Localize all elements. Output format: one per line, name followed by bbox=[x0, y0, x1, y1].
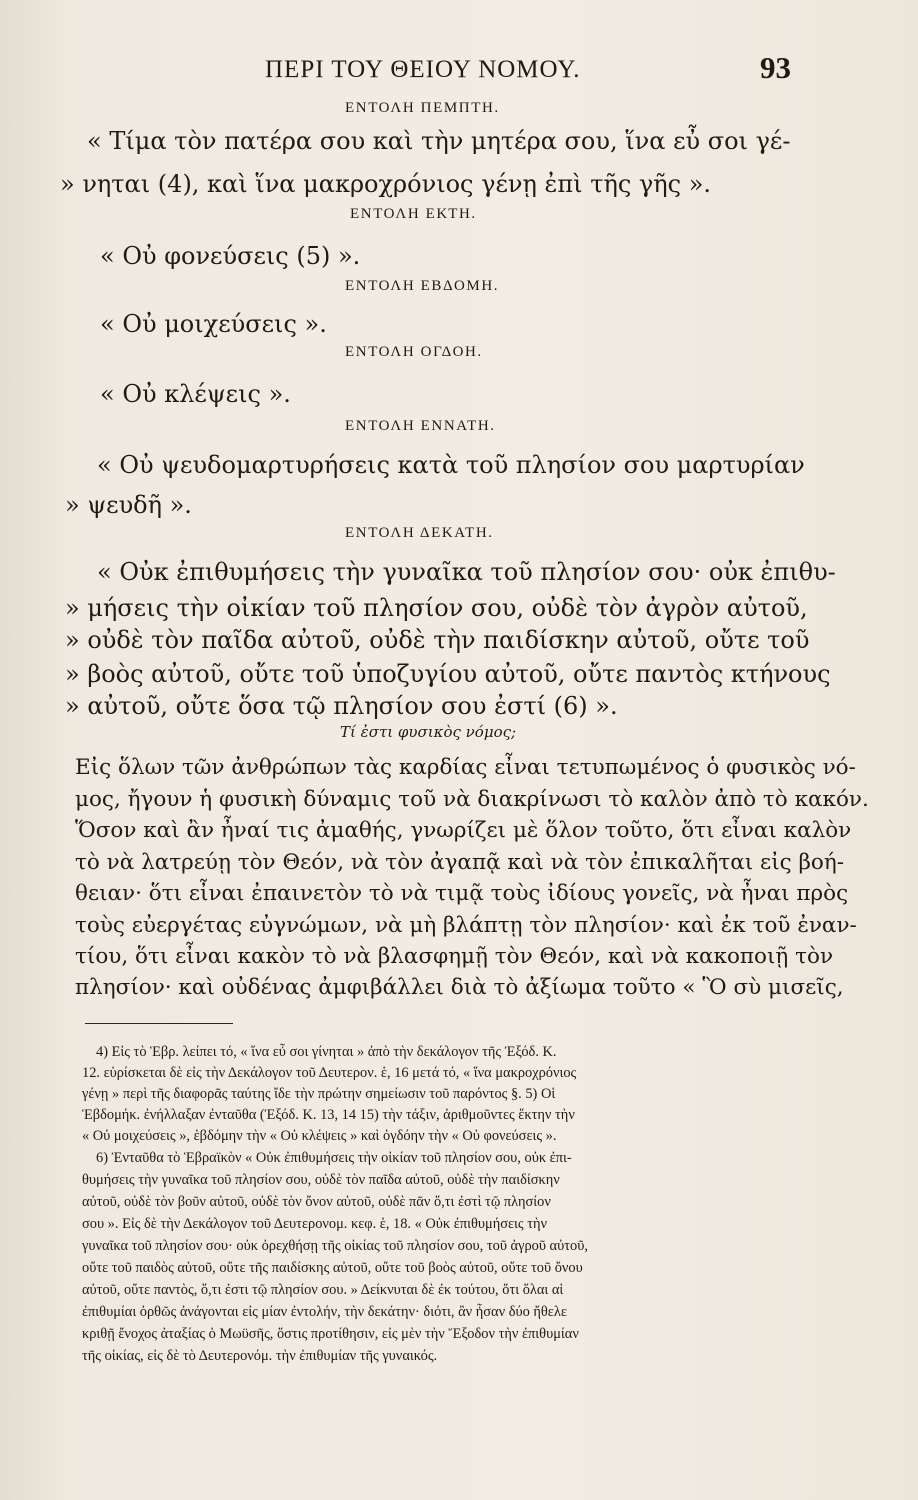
page-number: 93 bbox=[760, 50, 791, 85]
running-header bbox=[0, 52, 918, 88]
commandment-line: « Οὐ φονεύσεις (5) ». bbox=[100, 242, 361, 270]
commandment-line: » αὐτοῦ, οὔτε ὅσα τῷ πλησίον σου ἐστί (6) ». bbox=[65, 692, 618, 720]
commandment-heading: ΕΝΤΟΛΗ ΔΕΚΑΤΗ. bbox=[345, 525, 494, 541]
commandment-line: » οὐδὲ τὸν παῖδα αὐτοῦ, οὐδὲ τὴν παιδίσκην αὐτοῦ, οὔτε τοῦ bbox=[65, 626, 810, 654]
body-line: μος, ἤγουν ἡ φυσικὴ δύναμις τοῦ νὰ διακρίνωσι τὸ καλὸν ἀπὸ τὸ κακόν. bbox=[75, 787, 869, 812]
commandment-heading: ΕΝΤΟΛΗ ΟΓΔΟΗ. bbox=[345, 344, 483, 360]
section-question: Τί ἐστι φυσικὸς νόμος; bbox=[340, 723, 517, 741]
body-line: θειαν· ὅτι εἶναι ἐπαινετὸν τὸ νὰ τιμᾷ τοὺς ἰδίους γονεῖς, νὰ ἦναι πρὸς bbox=[75, 881, 849, 906]
body-line: τοὺς εὐεργέτας εὐγνώμων, νὰ μὴ βλάπτῃ τὸν πλησίον· καὶ ἐκ τοῦ ἐναν- bbox=[75, 913, 857, 938]
commandment-line: « Οὐ κλέψεις ». bbox=[100, 380, 291, 408]
footnote-line: 6) Ἐνταῦθα τὸ Ἑβραϊκὸν « Οὐκ ἐπιθυμήσεις τὴν οἰκίαν τοῦ πλησίον σου, οὐκ ἐπι- bbox=[96, 1150, 572, 1166]
commandment-line: « Οὐ μοιχεύσεις ». bbox=[100, 310, 327, 338]
footnote-line: σου ». Εἰς δὲ τὴν Δεκάλογον τοῦ Δευτερονομ. κεφ. ἑ, 18. « Οὐκ ἐπιθυμήσεις τὴν bbox=[82, 1216, 548, 1232]
footnote-divider bbox=[85, 1023, 233, 1024]
footnote-line: γυναῖκα τοῦ πλησίον σου· οὐκ ὀρεχθήσῃ τῆς οἰκίας τοῦ πλησίον σου, τοῦ ἀγροῦ αὐτοῦ, bbox=[82, 1238, 588, 1254]
footnote-line: 4) Εἰς τὸ Ἑβρ. λείπει τό, « ἵνα εὖ σοι γίνηται » ἀπὸ τὴν δεκάλογον τῆς Ἐξόδ. Κ. bbox=[96, 1044, 557, 1060]
commandment-heading: ΕΝΤΟΛΗ ΕΚΤΗ. bbox=[350, 206, 477, 222]
commandment-line: » ψευδῆ ». bbox=[65, 491, 192, 519]
commandment-heading: ΕΝΤΟΛΗ ΠΕΜΠΤΗ. bbox=[345, 100, 500, 116]
footnote-line: θυμήσεις τὴν γυναῖκα τοῦ πλησίον σου, οὐδὲ τὸν παῖδα αὐτοῦ, οὐδὲ τὴν παιδίσκην bbox=[82, 1172, 560, 1188]
footnote-line: οὔτε τοῦ παιδὸς αὐτοῦ, οὔτε τῆς παιδίσκης αὐτοῦ, οὔτε τοῦ βοὸς αὐτοῦ, οὔτε τοῦ ὄνου bbox=[82, 1260, 583, 1276]
body-line: τὸ νὰ λατρεύῃ τὸν Θεόν, νὰ τὸν ἀγαπᾷ καὶ νὰ τὸν ἐπικαλῆται εἰς βοή- bbox=[75, 850, 845, 875]
footnote-line: αὐτοῦ, οὐδὲ τὸν βοῦν αὐτοῦ, οὐδὲ τὸν ὄνον αὐτοῦ, οὐδὲ πᾶν ὅ,τι ἐστὶ τῷ πλησίον bbox=[82, 1194, 551, 1210]
footnote-line: 12. εὑρίσκεται δὲ εἰς τὴν Δεκάλογον τοῦ Δευτερον. ἑ, 16 μετά τό, « ἵνα μακροχρόνιος bbox=[82, 1065, 577, 1081]
commandment-line: « Οὐκ ἐπιθυμήσεις τὴν γυναῖκα τοῦ πλησίον σου· οὐκ ἐπιθυ- bbox=[97, 558, 836, 586]
footnote-line: Ἑβδομήκ. ἐνήλλαξαν ἐνταῦθα (Ἐξόδ. Κ. 13, 14 15) τὴν τάξιν, ἀριθμοῦντες ἕκτην τὴν bbox=[82, 1107, 575, 1123]
body-line: πλησίον· καὶ οὐδένας ἀμφιβάλλει διὰ τὸ ἀξίωμα τοῦτο « Ὃ σὺ μισεῖς, bbox=[75, 975, 844, 1000]
commandment-heading: ΕΝΤΟΛΗ ΕΝΝΑΤΗ. bbox=[345, 418, 496, 434]
footnote-line: « Οὐ μοιχεύσεις », ἑβδόμην τὴν « Οὐ κλέψεις » καὶ ὀγδόην τὴν « Οὐ φονεύσεις ». bbox=[82, 1128, 557, 1144]
commandment-heading: ΕΝΤΟΛΗ ΕΒΔΟΜΗ. bbox=[345, 278, 500, 294]
commandment-line: » μήσεις τὴν οἰκίαν τοῦ πλησίον σου, οὐδὲ τὸν ἀγρὸν αὐτοῦ, bbox=[65, 594, 808, 622]
body-line: Εἰς ὅλων τῶν ἀνθρώπων τὰς καρδίας εἶναι τετυπωμένος ὁ φυσικὸς νό- bbox=[75, 755, 856, 780]
header-title: ΠΕΡΙ ΤΟΥ ΘΕΙΟΥ ΝΟΜΟΥ. bbox=[265, 56, 581, 83]
commandment-line: » νηται (4), καὶ ἵνα μακροχρόνιος γένῃ ἐπὶ τῆς γῆς ». bbox=[60, 170, 712, 198]
footnote-line: αὐτοῦ, οὔτε παντὸς, ὅ,τι ἐστι τῷ πλησίον σου. » Δείκνυται δὲ ἐκ τούτου, ὅτι ὅλαι αἱ bbox=[82, 1282, 564, 1298]
commandment-line: « Οὐ ψευδομαρτυρήσεις κατὰ τοῦ πλησίον σου μαρτυρίαν bbox=[97, 451, 805, 479]
body-line: Ὅσον καὶ ἂν ἦναί τις ἀμαθής, γνωρίζει μὲ ὅλον τοῦτο, ὅτι εἶναι καλὸν bbox=[75, 818, 852, 843]
commandment-line: » βοὸς αὐτοῦ, οὔτε τοῦ ὑποζυγίου αὐτοῦ, οὔτε παντὸς κτήνους bbox=[65, 660, 831, 688]
footnote-line: γένῃ » περὶ τῆς διαφορᾶς ταύτης ἴδε τὴν πρώτην σημείωσιν τοῦ παρόντος §. 5) Οἱ bbox=[82, 1086, 556, 1102]
body-line: τίου, ὅτι εἶναι κακὸν τὸ νὰ βλασφημῇ τὸν Θεόν, καὶ νὰ κακοποιῇ τὸν bbox=[75, 944, 834, 969]
footnote-line: κριθῇ ἔνοχος ἀταξίας ὁ Μωϋσῆς, ὅστις προτίθησιν, εἰς μὲν τὴν Ἔξοδον τὴν ἐπιθυμίαν bbox=[82, 1326, 579, 1342]
footnote-line: ἐπιθυμίαι ὀρθῶς ἀνάγονται εἰς μίαν ἐντολήν, τὴν δεκάτην· διότι, ἂν ἦσαν δύο ἤθελε bbox=[82, 1304, 567, 1320]
footnote-line: τῆς οἰκίας, εἰς δὲ τὸ Δευτερονόμ. τὴν ἐπιθυμίαν τῆς γυναικός. bbox=[82, 1348, 438, 1364]
commandment-line: « Τίμα τὸν πατέρα σου καὶ τὴν μητέρα σου, ἵνα εὖ σοι γέ- bbox=[87, 127, 791, 155]
